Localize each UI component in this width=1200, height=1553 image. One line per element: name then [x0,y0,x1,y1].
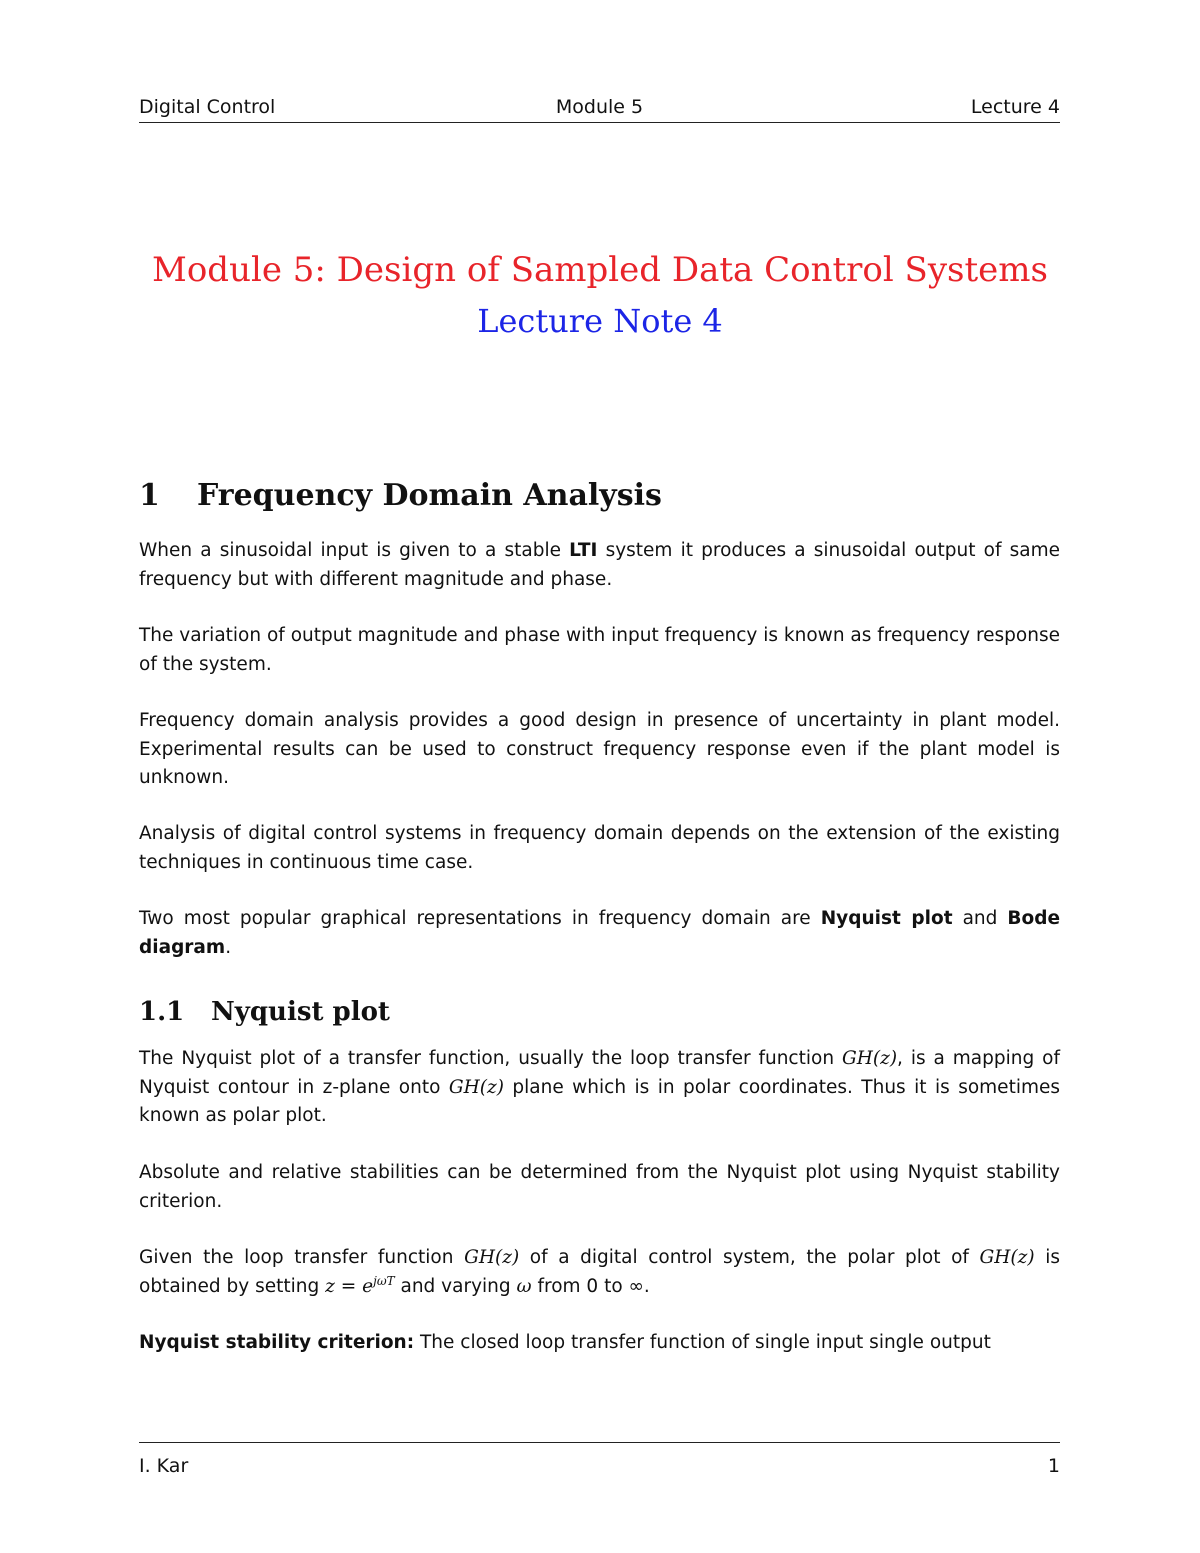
header-course: Digital Control [139,96,276,118]
section-title: Nyquist plot [211,997,390,1027]
paragraph: Absolute and relative stabilities can be determined from the Nyquist plot using Nyquist stability criterion. [139,1162,1060,1212]
paragraph: When a sinusoidal input is given to a stable LTI system it produces a sinusoidal output of same frequency but with different magnitude and phase. [139,540,1061,590]
paragraph: The Nyquist plot of a transfer function, usually the loop transfer function GH(z), is a mapping of Nyquist contour in z-plane onto GH(z) plane which is in polar coordinates. Thus it is sometimes known as polar plot. [139,1048,1060,1126]
paragraph: Analysis of digital control systems in frequency domain depends on the extension of the existing techniques in continuous time case. [139,823,1060,873]
page-header [139,94,1060,123]
section-title: Frequency Domain Analysis [197,478,662,513]
page-number: 1 [1047,1455,1060,1477]
paragraph: Given the loop transfer function GH(z) of a digital control system, the polar plot of GH(z) is obtained by setting $z = e^{j\omega T}$ and varying ω from 0 to ∞. [139,1247,1060,1297]
paragraph: The variation of output magnitude and phase with input frequency is known as frequency response of the system. [139,625,1060,675]
paragraph: Nyquist stability criterion: The closed loop transfer function of single input single output [139,1332,991,1353]
section-heading-1-1 [139,997,390,1027]
document-title: Module 5: Design of Sampled Data Control Systems [152,250,1048,290]
header-module: Module 5 [555,96,644,118]
section-heading-1 [139,478,662,513]
document-subtitle: Lecture Note 4 [477,302,723,340]
footer-author: I. Kar [139,1455,189,1477]
paragraph: Two most popular graphical representations in frequency domain are Nyquist plot and Bode diagram. [139,908,1060,958]
section-number: 1.1 [139,997,185,1027]
paragraph: Frequency domain analysis provides a good design in presence of uncertainty in plant model. Experimental results can be used to construct frequency response even if the plant model is unknown. [139,710,1060,788]
section-number: 1 [139,478,160,513]
page-footer [139,1442,1060,1483]
header-lecture: Lecture 4 [970,96,1060,118]
